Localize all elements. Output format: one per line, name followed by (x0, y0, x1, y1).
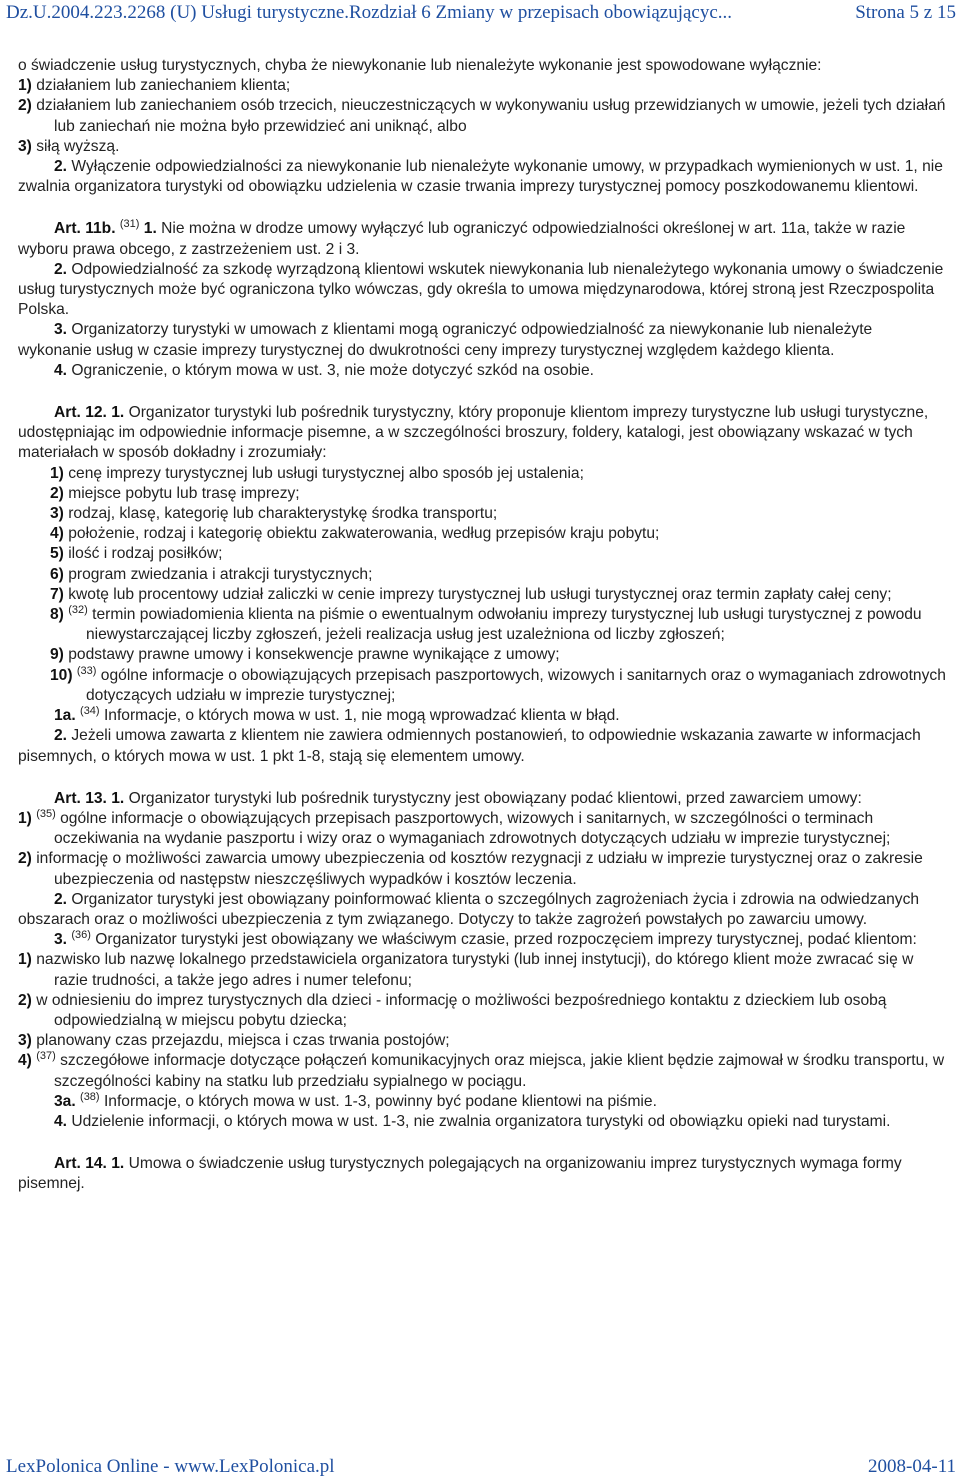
footer-date: 2008-04-11 (868, 1456, 956, 1477)
list-item: 1) działaniem lub zaniechaniem klienta; (18, 77, 291, 95)
list-item: 8) $^{(32)}$ termin powiadomienia klienta na piśmie o ewentualnym odwołaniu imprezy turystycznej lub usługi turystycznej z powodu niewystarczającej liczby zgłoszeń, jeżeli realizacja usług jest uzależniona od liczby zgłoszeń; (50, 603, 922, 644)
paragraph: 2. Wyłączenie odpowiedzialności za niewykonanie lub nienależyte wykonanie umowy, w przypadkach wymienionych w ust. 1, nie zwalnia organizatora turystyki od obowiązku udzielenia w czasie trwania imprezy turystycznej pomocy poszkodowanemu klientowi. (18, 158, 943, 196)
paragraph: 2. Organizator turystyki jest obowiązany poinformować klienta o szczególnych zagrożeniach życia i zdrowia na odwiedzanych obszarach oraz o możliwości ubezpieczenia z tym związanego. Dotyczy to także zagrożeń powstałych po zawarciu umowy. (18, 890, 920, 928)
list-item: 1) $^{(35)}$ ogólne informacje o obowiązujących przepisach paszportowych, wizowych i sanitarnych, w szczególności o terminach oczekiwania na wydanie paszportu i wizy oraz o wymaganiach zdrowotnych dotyczących udziału w imprezie turystycznej; (18, 807, 891, 848)
footnote-ref: (35) (36, 807, 56, 820)
list-item: 2) działaniem lub zaniechaniem osób trzecich, nieuczestniczących w wykonywaniu usług przewidzianych w umowie, jeżeli tych działań lub zaniechań nie można było przewidzieć ani uniknąć, albo (18, 97, 946, 135)
list-item: 3) planowany czas przejazdu, miejsca i czas trwania postojów; (18, 1032, 450, 1050)
paragraph: 2. Odpowiedzialność za szkodę wyrządzoną klientowi wskutek niewykonania lub nienależytego wykonania umowy o świadczenie usług turystycznych może być ograniczona tylko wówczas, gdy określa to umowa międzynarodowa, której stroną jest Rzeczpospolita Polska. (18, 260, 944, 319)
paragraph: 2. Jeżeli umowa zawarta z klientem nie zawiera odmiennych postanowień, to odpowiednie wskazania zawarte w informacjach pisemnych, o których mowa w ust. 1 pkt 1-8, stają się elementem umowy. (18, 727, 921, 765)
footer-source: LexPolonica Online - www.LexPolonica.pl (6, 1456, 335, 1477)
list-item: 2) w odniesieniu do imprez turystycznych dla dzieci - informację o możliwości bezpośredniego kontaktu z dzieckiem lub osobą odpowiedzialną w miejscu pobytu dziecka; (18, 991, 887, 1029)
list-item: 5) ilość i rodzaj posiłków; (50, 545, 223, 563)
article-12: Art. 12. 1. Organizator turystyki lub pośrednik turystyczny, który proponuje klientom imprezy turystyczne lub usługi turystyczne, udostępniając im odpowiednie informacje pisemne, a w szczególności broszury, foldery, katalogi, jest obowiązany wskazać w tych materiałach w sposób dokładny i zrozumiały: (18, 404, 929, 462)
footnote-ref: (34) (80, 704, 100, 717)
article-heading: Art. 13. (54, 789, 107, 807)
paragraph: 3. $^{(36)}$ Organizator turystyki jest obowiązany we właściwym czasie, przed rozpoczęciem imprezy turystycznej, podać klientom: (54, 928, 917, 949)
article-11b: Art. 11b. $^{(31)}$ 1. Nie można w drodze umowy wyłączyć lub ograniczyć odpowiedzialności określonej w art. 11a, także w razie wyboru prawa obcego, z zastrzeżeniem ust. 2 i 3. (18, 218, 906, 258)
article-heading: Art. 11b. (54, 220, 116, 238)
paragraph: 1a. $^{(34)}$ Informacje, o których mowa w ust. 1, nie mogą wprowadzać klienta w błąd. (54, 704, 620, 725)
article-heading: Art. 14. (54, 1155, 107, 1173)
footnote-ref: (32) (68, 603, 88, 616)
list-item: 1) cenę imprezy turystycznej lub usługi turystycznej albo sposób jej ustalenia; (50, 464, 584, 482)
paragraph: 3. Organizatorzy turystyki w umowach z klientami mogą ograniczyć odpowiedzialność za niewykonanie lub nienależyte wykonanie usług w czasie imprezy turystycznej do dwukrotności ceny imprezy turystycznej względem każdego klienta. (18, 321, 873, 359)
list-item: 3) siłą wyższą. (18, 137, 120, 155)
footnote-ref: (38) (80, 1090, 100, 1103)
paragraph: 4. Udzielenie informacji, o których mowa w ust. 1-3, nie zwalnia organizatora turystyki od obowiązku opieki nad turystami. (54, 1112, 891, 1130)
paragraph: 4. Ograniczenie, o którym mowa w ust. 3, nie może dotyczyć szkód na osobie. (54, 361, 594, 379)
page-footer (6, 1456, 956, 1482)
list-item: 3) rodzaj, klasę, kategorię lub charakterystykę środka transportu; (50, 505, 498, 523)
list-item: 1) nazwisko lub nazwę lokalnego przedstawiciela organizatora turystyki (lub innej instytucji), do którego klient może zwracać się w razie trudności, a także jego adres i numer telefonu; (18, 951, 914, 989)
article-14: Art. 14. 1. Umowa o świadczenie usług turystycznych polegających na organizowaniu imprez turystycznych wymaga formy pisemnej. (18, 1155, 902, 1193)
article-heading: Art. 12. (54, 404, 107, 422)
page-header (6, 2, 956, 28)
footnote-ref: (33) (76, 664, 97, 677)
paragraph: 3a. $^{(38)}$ Informacje, o których mowa w ust. 1-3, powinny być podane klientowi na piśmie. (54, 1090, 657, 1110)
list-item: 7) kwotę lub procentowy udział zaliczki w cenie imprezy turystycznej lub usługi turystycznej oraz termin zapłaty całej ceny; (50, 585, 892, 603)
list-item: 2) miejsce pobytu lub trasę imprezy; (50, 484, 300, 502)
list-item: 2) informację o możliwości zawarcia umowy ubezpieczenia od kosztów rezygnacji z udziału w imprezie turystycznej oraz o zakresie ubezpieczenia od następstw nieszczęśliwych wypadków i kosztów leczenia. (18, 850, 923, 888)
document-body (18, 56, 948, 1195)
list-item: 4) $^{(37)}$ szczegółowe informacje dotyczące połączeń komunikacyjnych oraz miejsca, jakie klient będzie zajmował w środku transportu, w szczególności kabiny na statku lub przedziału sypialnego w pociągu. (18, 1050, 945, 1090)
footnote-ref: (31) (119, 218, 140, 231)
footnote-ref: (36) (71, 928, 91, 941)
page-number: Strona 5 z 15 (855, 2, 956, 23)
paragraph: o świadczenie usług turystycznych, chyba że niewykonanie lub nienależyte wykonanie jest spowodowane wyłącznie: (18, 57, 822, 74)
list-item: 9) podstawy prawne umowy i konsekwencje prawne wynikające z umowy; (50, 646, 560, 664)
article-13: Art. 13. 1. Organizator turystyki lub pośrednik turystyczny jest obowiązany podać klientowi, przed zawarciem umowy: (54, 789, 862, 807)
list-item: 10) $^{(33)}$ ogólne informacje o obowiązujących przepisach paszportowych, wizowych i sanitarnych oraz o wymaganiach zdrowotnych dotyczących udziału w imprezie turystycznej; (50, 664, 946, 704)
list-item: 6) program zwiedzania i atrakcji turystycznych; (50, 565, 373, 583)
list-item: 4) położenie, rodzaj i kategorię obiektu zakwaterowania, według przepisów kraju pobytu; (50, 525, 660, 543)
header-title: Dz.U.2004.223.2268 (U) Usługi turystyczne.Rozdział 6 Zmiany w przepisach obowiązującyc... (6, 2, 733, 23)
footnote-ref: (37) (36, 1050, 56, 1063)
